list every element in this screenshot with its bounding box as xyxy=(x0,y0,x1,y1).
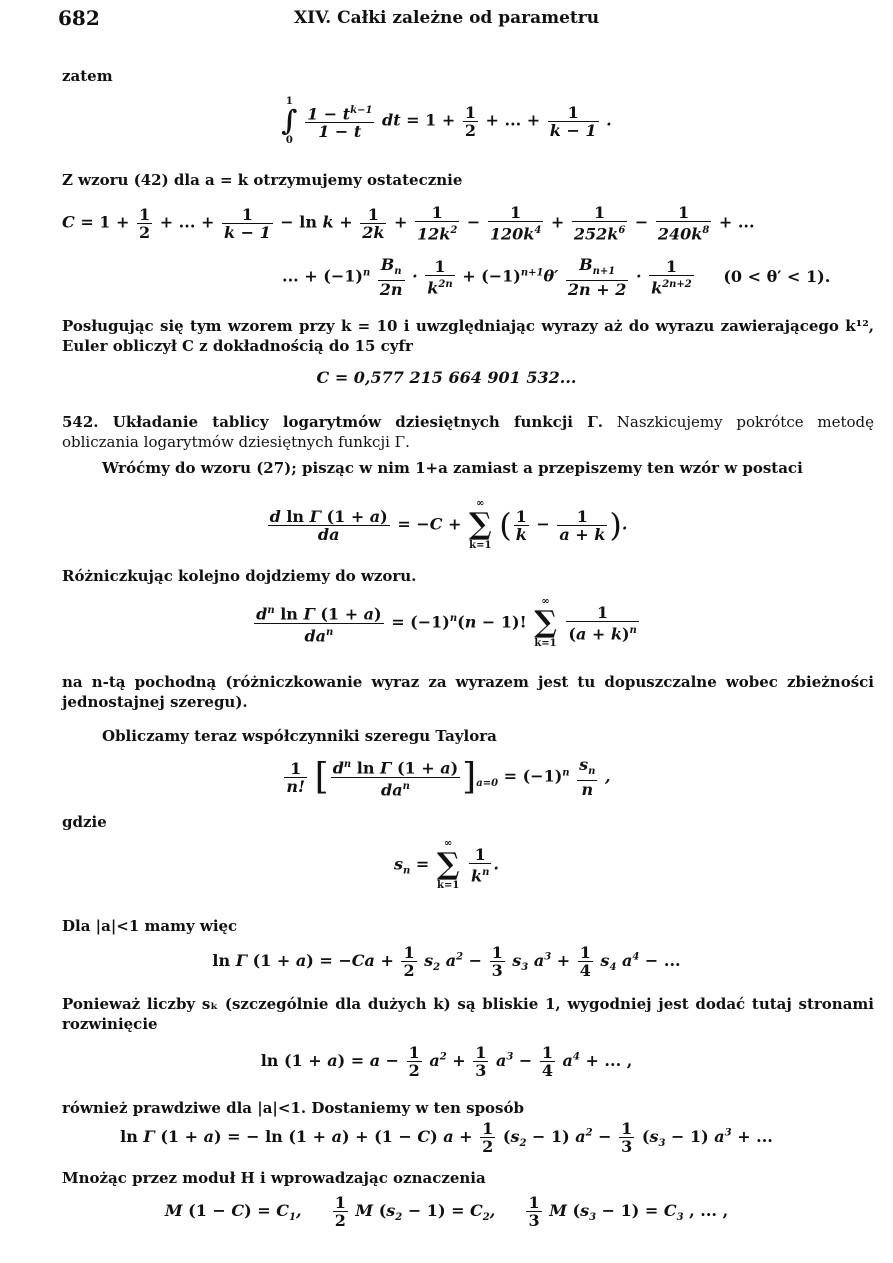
equation-nth-derivative: $\frac{d^n \ln \Gamma (1 + a)}{da^n}$ = $(-1)^n(n - 1)$! ∞ ∑ k=1 $\frac{1}{(a + k)^n}$ xyxy=(256,596,637,649)
paragraph-taylor: Obliczamy teraz współczynniki szeregu Taylora xyxy=(102,727,497,745)
equation-notations: M $(1 - C) = C_1$, $\frac{1}{2}$ M $(s_2 - 1) = C_2$, $\frac{1}{3}$ M $(s_3 - 1) = C_3$ , ... , xyxy=(164,1193,729,1230)
section-542-paragraph xyxy=(62,412,874,452)
equation-taylor-coefficient: $\frac{1}{n!}$ [ $\frac{d^n \ln \Gamma (1 + a)}{da^n}$ ]$_{a=0} = (-1)^n$ $\frac{s_n}{n}$ , xyxy=(286,755,611,800)
chapter-title: XIV. Całki zależne od parametru xyxy=(293,8,600,28)
paragraph-nth-derivative-note: na n-tą pochodną (różniczkowanie wyraz za wyrazem jest tu dopuszczalne wobec zbieżności jednostajnej szeregu). xyxy=(62,673,874,711)
paragraph-wzor-42: Z wzoru (42) dla a = k otrzymujemy ostatecznie xyxy=(62,171,463,189)
paragraph-wzor-27: Wróćmy do wzoru (27); pisząc w nim 1+a zamiast a przepiszemy ten wzór w postaci xyxy=(102,459,803,477)
equation-lngamma-combined: ln Γ (1 + a) = − ln (1 + a) + (1 − C) a + $\frac{1}{2}$ $(s_2 - 1) a^2$ − $\frac{1}{3}$ $(s_3 - 1) a^3$ + ... xyxy=(120,1119,773,1156)
equation-sn-definition: $s_n$ = ∞ ∑ k=1 $\frac{1}{k^n}$ . xyxy=(394,838,499,891)
equation-euler-constant: C = 0,577 215 664 901 532... xyxy=(316,368,577,387)
paragraph-euler-precision: Posługując się tym wzorem przy k = 10 i uwzględniając wyrazy aż do wyrazu zawierającego k¹², Euler obliczył C z dokładnością do 15 cyfr xyxy=(62,317,874,355)
equation-log-derivative: $\frac{\text{d ln Γ (1 + a)}}{da}$ = −C + ∞ ∑ k=1 ( $\frac{1}{k}$ − $\frac{1}{a + k}$ ). xyxy=(269,498,628,551)
paragraph-also-valid: również prawdziwe dla |a|<1. Dostaniemy w ten sposób xyxy=(62,1099,524,1117)
paragraph-gdzie: gdzie xyxy=(62,813,107,831)
equation-euler-series-1: C = 1 + $\frac{1}{2}$ + ... + $\frac{1}{k - 1}$ − ln k + $\frac{1}{2k}$ + $\frac{1}{12k^2}$ − $\frac{1}{120k^4}$ + $\frac{1}{252k^6}$ − $\frac{1}{240k^8}$ + ... xyxy=(62,203,755,244)
equation-euler-series-2: ... + $(-1)^n$ $\frac{B_n}{2n}$ · $\frac{1}{k^{2n}}$ + $(-1)^{n+1}\theta'$ $\frac{B_{n+1}}{2n + 2}$ · $\frac{1}{k^{2n+2}}$ (0 < θ′ < 1). xyxy=(282,255,831,300)
paragraph-differentiating: Różniczkując kolejno dojdziemy do wzoru. xyxy=(62,567,417,585)
paragraph-zatem: zatem xyxy=(62,67,113,85)
section-542-intro: Naszkicujemy pokrótce metodę obliczania logarytmów dziesiętnych funkcji Γ. xyxy=(62,413,874,451)
theta-range-note: (0 < θ′ < 1). xyxy=(723,266,831,286)
section-542-heading: 542. Układanie tablicy logarytmów dziesiętnych funkcji Γ. xyxy=(62,413,604,431)
paragraph-dla-a: Dla |a|<1 mamy więc xyxy=(62,917,238,935)
paragraph-modulus: Mnożąc przez moduł H i wprowadzając oznaczenia xyxy=(62,1169,486,1187)
equation-lngamma-expansion: ln Γ (1 + a) = −Ca + $\frac{1}{2}$ $s_2$ $a^2$ − $\frac{1}{3}$ $s_3$ $a^3$ + $\frac{1}{4}$ $s_4$ $a^4$ − ... xyxy=(212,943,681,980)
page-number: 682 xyxy=(58,6,100,30)
equation-integral: 1 ∫ 0 $\frac{1 - t^{k-1}}{1 - t}$ dt = 1 + $\frac{1}{2}$ + ... + $\frac{1}{k - 1}$ . xyxy=(281,96,612,146)
equation-ln-expansion: ln (1 + a) = a − $\frac{1}{2}$ $a^2$ + $\frac{1}{3}$ $a^3$ − $\frac{1}{4}$ $a^4$ + ... , xyxy=(260,1043,633,1080)
paragraph-sk-close-to-one: Ponieważ liczby sₖ (szczególnie dla dużych k) są bliskie 1, wygodniej jest dodać tutaj stronami rozwinięcie xyxy=(62,995,874,1033)
